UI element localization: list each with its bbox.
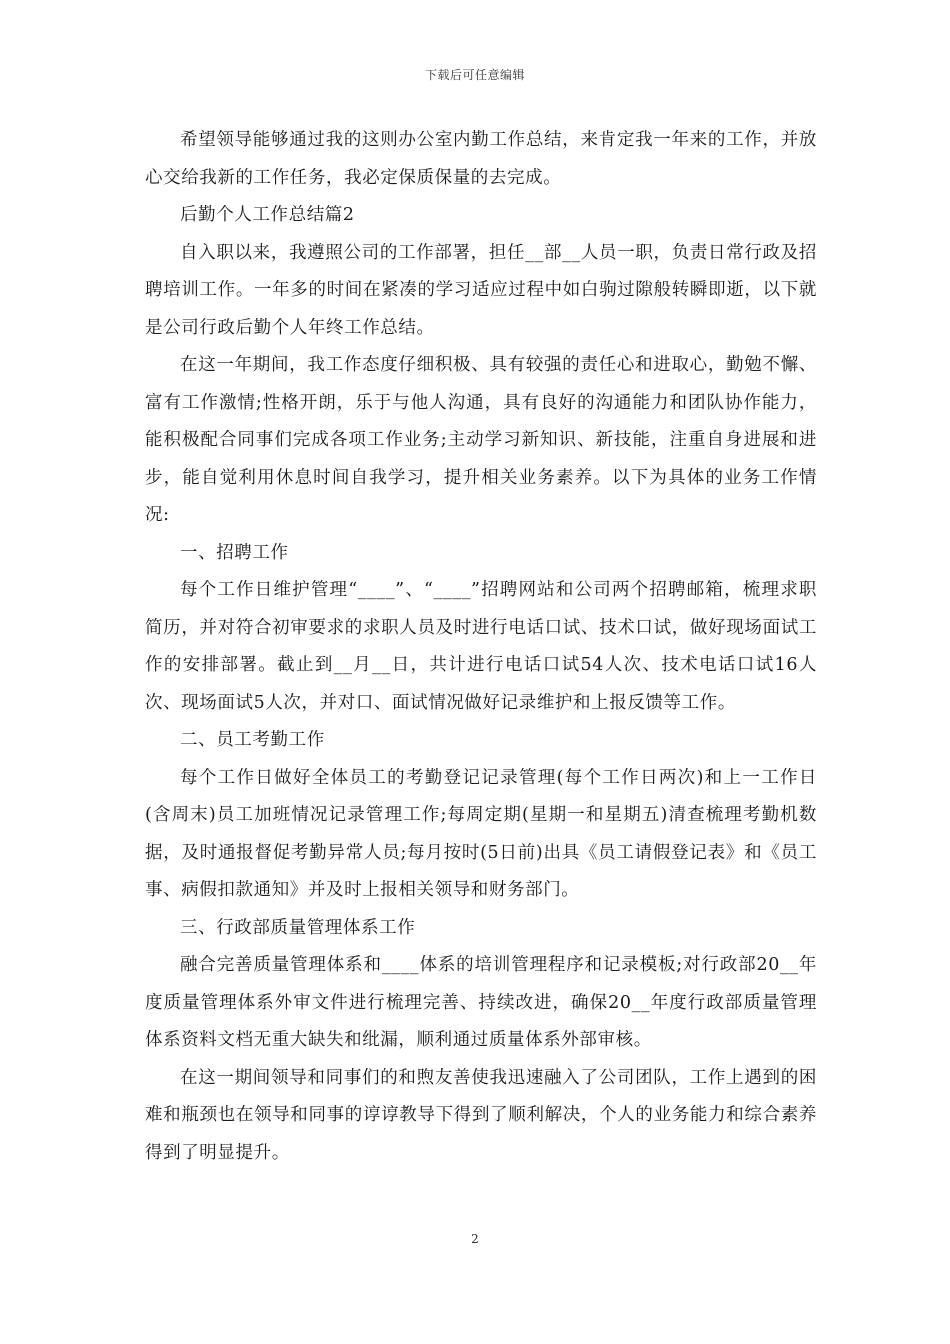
page-number: 2 [471,1232,479,1246]
section-title: 后勤个人工作总结篇2 [180,205,355,225]
paragraph-attitude: 在这一年期间，我工作态度仔细积极、具有较强的责任心和进取心，勤勉不懈、富有工作激情;性格开朗，乐于与他人沟通，具有良好的沟通能力和团队协作能力，能积极配合同事们完成各项工作业务;主动学习新知识、新技能，注重自身进展和进步，能自觉利用休息时间自我学习，提升相关业务素养。以下为具体的业务工作情况: [145,355,817,525]
paragraph-closing: 在这一期间领导和同事们的和煦友善使我迅速融入了公司团队，工作上遇到的困难和瓶颈也在领导和同事的谆谆教导下得到了顺利解决，个人的业务能力和综合素养得到了明显提升。 [145,1067,817,1163]
paragraph-intro: 自入职以来，我遵照公司的工作部署，担任__部__人员一职，负责日常行政及招聘培训工作。一年多的时间在紧凑的学习适应过程中如白驹过隙般转瞬即逝，以下就是公司行政后勤个人年终工作总结。 [145,242,817,338]
page-header: 下载后可任意编辑 [424,68,525,82]
document-body [145,122,817,1172]
paragraph-attendance: 每个工作日做好全体员工的考勤登记记录管理(每个工作日两次)和上一工作日(含周末)员工加班情况记录管理工作;每周定期(星期一和星期五)清查梳理考勤机数据，及时通报督促考勤异常人员;每月按时(5日前)出具《员工请假登记表》和《员工事、病假扣款通知》并及时上报相关领导和财务部门。 [145,767,817,900]
heading-recruitment: 一、招聘工作 [180,542,289,563]
heading-quality-system: 三、行政部质量管理体系工作 [180,917,416,938]
paragraph-quality-system: 融合完善质量管理体系和____体系的培训管理程序和记录模板;对行政部20__年度质量管理体系外审文件进行梳理完善、持续改进，确保20__年度行政部质量管理体系资料文档无重大缺失和纰漏，顺利通过质量体系外部审核。 [145,955,817,1050]
paragraph-conclusion: 希望领导能够通过我的这则办公室内勤工作总结，来肯定我一年来的工作，并放心交给我新的工作任务，我必定保质保量的去完成。 [145,130,817,188]
paragraph-recruitment: 每个工作日维护管理“____”、“____”招聘网站和公司两个招聘邮箱，梳理求职简历，并对符合初审要求的求职人员及时进行电话口试、技术口试，做好现场面试工作的安排部署。截止到__月__日，共计进行电话口试54人次、技术电话口试16人次、现场面试5人次，并对口、面试情况做好记录维护和上报反馈等工作。 [145,580,817,713]
heading-attendance: 二、员工考勤工作 [180,730,325,750]
